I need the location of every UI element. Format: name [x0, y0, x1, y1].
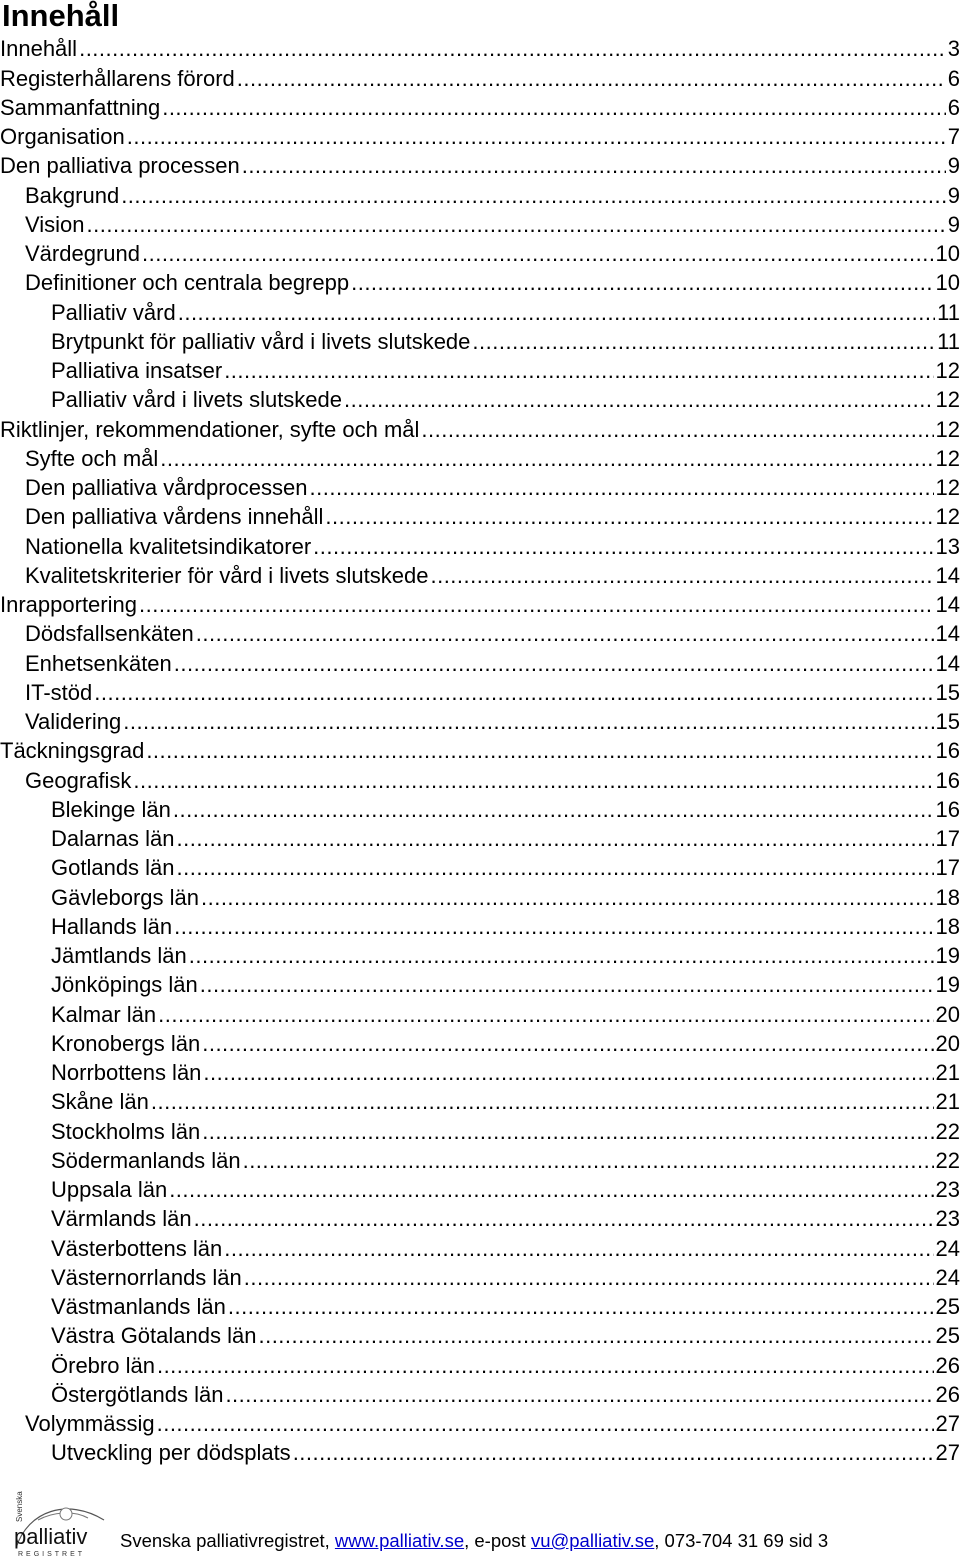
- toc-entry-page: 12: [935, 504, 960, 530]
- toc-entry[interactable]: [0, 912, 960, 941]
- toc-entry[interactable]: [0, 765, 960, 794]
- toc-entry-page: 21: [935, 1060, 960, 1085]
- toc-entry-label: Registerhållarens förord: [0, 65, 235, 91]
- toc-entry[interactable]: [0, 327, 960, 356]
- toc-leader-dots: [123, 707, 933, 736]
- toc-entry-label: Palliativa insatser: [51, 358, 223, 383]
- page-title: Innehåll: [2, 0, 120, 33]
- toc-entry-label: Den palliativa vårdprocessen: [25, 475, 308, 500]
- toc-entry-label: Den palliativa vårdens innehåll: [25, 504, 324, 530]
- toc-entry-page: 10: [935, 270, 960, 296]
- toc-entry-page: 19: [935, 972, 960, 998]
- toc-entry[interactable]: [0, 1146, 960, 1175]
- toc-entry[interactable]: [0, 356, 960, 385]
- toc-entry-label: Norrbottens län: [51, 1060, 202, 1085]
- toc-entry-label: Volymmässig: [25, 1411, 155, 1436]
- toc-entry[interactable]: [0, 1321, 960, 1350]
- toc-entry-label: Östergötlands län: [51, 1381, 224, 1407]
- toc-entry-page: 9: [947, 182, 960, 208]
- toc-entry-page: 18: [935, 884, 960, 910]
- toc-leader-dots: [243, 1146, 934, 1175]
- toc-leader-dots: [430, 561, 933, 590]
- toc-entry-label: Värmlands län: [51, 1206, 192, 1232]
- toc-entry[interactable]: [0, 678, 960, 707]
- toc-entry-label: Syfte och mål: [25, 445, 159, 471]
- toc-entry-page: 25: [935, 1323, 960, 1349]
- toc-leader-dots: [225, 1380, 933, 1409]
- toc-entry-label: Gävleborgs län: [51, 884, 199, 910]
- toc-leader-dots: [127, 122, 946, 151]
- toc-entry[interactable]: [0, 999, 960, 1028]
- toc-entry-page: 27: [935, 1440, 960, 1466]
- toc-entry-label: Stockholms län: [51, 1118, 201, 1144]
- toc-leader-dots: [139, 590, 934, 619]
- toc-entry-page: 22: [935, 1118, 960, 1144]
- toc-entry[interactable]: [0, 268, 960, 297]
- toc-entry[interactable]: [0, 561, 960, 590]
- toc-entry[interactable]: [0, 414, 960, 443]
- toc-entry[interactable]: [0, 122, 960, 151]
- toc-entry[interactable]: [0, 707, 960, 736]
- toc-entry-page: 11: [937, 328, 960, 354]
- toc-entry-page: 14: [935, 621, 960, 647]
- toc-leader-dots: [344, 385, 934, 414]
- toc-entry-page: 17: [935, 855, 960, 881]
- toc-entry-page: 13: [935, 533, 960, 559]
- toc-entry-label: Sammanfattning: [0, 94, 161, 120]
- toc-entry-label: Riktlinjer, rekommendationer, syfte och mål: [0, 416, 420, 442]
- toc-entry-page: 22: [935, 1147, 960, 1173]
- toc-leader-dots: [169, 1175, 933, 1204]
- toc-leader-dots: [157, 1351, 934, 1380]
- footer-phone-page: , 073-704 31 69 sid 3: [654, 1530, 829, 1551]
- toc-entry[interactable]: [0, 34, 960, 63]
- toc-entry-label: Dalarnas län: [51, 826, 175, 851]
- toc-entry-page: 16: [935, 767, 960, 793]
- toc-leader-dots: [258, 1321, 933, 1350]
- toc-entry[interactable]: [0, 180, 960, 209]
- toc-leader-dots: [151, 1087, 934, 1116]
- toc-entry-page: 14: [935, 592, 960, 617]
- toc-entry-label: Dödsfallsenkäten: [25, 621, 194, 647]
- page-footer: [0, 1476, 960, 1563]
- toc-entry[interactable]: [0, 473, 960, 502]
- toc-leader-dots: [142, 239, 934, 268]
- toc-entry[interactable]: [0, 1409, 960, 1438]
- toc-entry[interactable]: [0, 1233, 960, 1262]
- toc-entry-page: 9: [947, 211, 960, 237]
- toc-entry-label: Västmanlands län: [51, 1294, 226, 1319]
- toc-entry-page: 19: [935, 943, 960, 968]
- toc-entry[interactable]: [0, 531, 960, 560]
- toc-entry[interactable]: [0, 1204, 960, 1233]
- toc-leader-dots: [79, 34, 946, 63]
- toc-entry[interactable]: [0, 1292, 960, 1321]
- palliativ-registret-logo: [8, 1480, 106, 1558]
- toc-entry-label: Kronobergs län: [51, 1030, 201, 1056]
- toc-leader-dots: [162, 93, 946, 122]
- toc-leader-dots: [174, 912, 933, 941]
- toc-entry-label: Kalmar län: [51, 1001, 157, 1027]
- toc-entry[interactable]: [0, 297, 960, 326]
- toc-entry[interactable]: [0, 1175, 960, 1204]
- toc-entry-page: 26: [935, 1381, 960, 1407]
- table-of-contents: [0, 34, 960, 1467]
- toc-leader-dots: [177, 824, 934, 853]
- toc-entry-label: Vision: [25, 211, 85, 237]
- toc-entry[interactable]: [0, 1350, 960, 1379]
- toc-entry-page: 7: [947, 124, 960, 149]
- toc-leader-dots: [194, 1204, 934, 1233]
- toc-entry-page: 15: [935, 679, 960, 705]
- toc-entry-page: 12: [935, 387, 960, 413]
- toc-entry[interactable]: [0, 63, 960, 92]
- toc-entry[interactable]: [0, 93, 960, 122]
- toc-leader-dots: [87, 210, 946, 239]
- toc-entry[interactable]: [0, 502, 960, 531]
- toc-entry-page: 15: [935, 709, 960, 734]
- toc-entry-page: 23: [935, 1206, 960, 1232]
- toc-entry-page: 9: [947, 153, 960, 179]
- toc-entry-label: Den palliativa processen: [0, 153, 240, 179]
- toc-entry-page: 6: [947, 65, 960, 91]
- toc-leader-dots: [421, 415, 933, 444]
- logo-word: palliativ: [14, 1524, 88, 1549]
- toc-entry[interactable]: [0, 1438, 960, 1467]
- toc-entry-label: Täckningsgrad: [0, 738, 145, 764]
- toc-entry-page: 23: [935, 1177, 960, 1202]
- toc-entry-page: 16: [935, 738, 960, 764]
- toc-leader-dots: [203, 1058, 933, 1087]
- toc-entry-page: 16: [935, 796, 960, 822]
- toc-leader-dots: [472, 327, 935, 356]
- toc-entry-page: 25: [935, 1294, 960, 1319]
- toc-entry-label: Palliativ vård: [51, 299, 176, 325]
- toc-entry-label: Jönköpings län: [51, 972, 198, 998]
- toc-leader-dots: [94, 678, 933, 707]
- toc-entry-label: Utveckling per dödsplats: [51, 1440, 291, 1466]
- toc-entry-label: Örebro län: [51, 1352, 155, 1378]
- toc-leader-dots: [189, 941, 934, 970]
- toc-entry[interactable]: [0, 151, 960, 180]
- logo-subword: REGISTRET: [18, 1551, 86, 1558]
- toc-leader-dots: [224, 356, 933, 385]
- toc-entry-label: Västerbottens län: [51, 1235, 223, 1261]
- toc-entry-label: Kvalitetskriterier för vård i livets slutskede: [25, 562, 429, 588]
- toc-entry-page: 20: [935, 1030, 960, 1056]
- footer-text: [120, 1529, 828, 1553]
- toc-entry-label: Värdegrund: [25, 241, 140, 266]
- toc-leader-dots: [237, 64, 946, 93]
- toc-entry[interactable]: [0, 970, 960, 999]
- email-link[interactable]: vu@palliativ.se: [530, 1530, 655, 1551]
- toc-entry-page: 26: [935, 1352, 960, 1378]
- toc-entry[interactable]: [0, 1380, 960, 1409]
- toc-leader-dots: [293, 1438, 934, 1467]
- toc-leader-dots: [313, 532, 933, 561]
- toc-entry-label: Skåne län: [51, 1089, 149, 1115]
- toc-leader-dots: [196, 619, 934, 648]
- toc-entry-label: Brytpunkt för palliativ vård i livets slutskede: [51, 328, 471, 354]
- toc-entry-label: Västra Götalands län: [51, 1323, 257, 1349]
- toc-entry[interactable]: [0, 736, 960, 765]
- footer-email-prefix: , e-post: [464, 1530, 531, 1551]
- toc-leader-dots: [133, 766, 933, 795]
- toc-entry-label: Blekinge län: [51, 796, 171, 822]
- toc-leader-dots: [228, 1292, 934, 1321]
- toc-entry-label: Jämtlands län: [51, 943, 187, 968]
- toc-entry[interactable]: [0, 824, 960, 853]
- toc-leader-dots: [121, 181, 946, 210]
- toc-entry[interactable]: [0, 795, 960, 824]
- toc-leader-dots: [174, 649, 934, 678]
- toc-entry-page: 12: [935, 358, 960, 383]
- toc-entry-page: 12: [935, 416, 960, 442]
- toc-entry-label: Uppsala län: [51, 1177, 168, 1202]
- toc-entry[interactable]: [0, 853, 960, 882]
- toc-leader-dots: [178, 298, 935, 327]
- toc-entry-page: 14: [935, 650, 960, 676]
- toc-entry-page: 18: [935, 913, 960, 939]
- toc-entry-label: Inrapportering: [0, 592, 137, 617]
- toc-leader-dots: [157, 1409, 934, 1438]
- toc-entry[interactable]: [0, 648, 960, 677]
- toc-entry[interactable]: [0, 1116, 960, 1145]
- toc-leader-dots: [160, 444, 933, 473]
- toc-entry-label: Hallands län: [51, 913, 173, 939]
- toc-entry[interactable]: [0, 882, 960, 911]
- toc-leader-dots: [244, 1263, 934, 1292]
- toc-entry[interactable]: [0, 590, 960, 619]
- toc-entry[interactable]: [0, 1058, 960, 1087]
- toc-leader-dots: [201, 883, 934, 912]
- toc-leader-dots: [202, 1029, 933, 1058]
- toc-leader-dots: [158, 1000, 933, 1029]
- toc-entry[interactable]: [0, 1029, 960, 1058]
- toc-entry[interactable]: [0, 444, 960, 473]
- toc-entry-label: Palliativ vård i livets slutskede: [51, 387, 343, 413]
- toc-entry-label: Organisation: [0, 124, 125, 149]
- toc-entry[interactable]: [0, 1263, 960, 1292]
- toc-entry-label: Södermanlands län: [51, 1147, 241, 1173]
- toc-entry-page: 24: [935, 1264, 960, 1290]
- toc-entry-page: 21: [935, 1089, 960, 1115]
- toc-entry[interactable]: [0, 1087, 960, 1116]
- toc-entry-page: 12: [935, 475, 960, 500]
- toc-entry-page: 10: [935, 241, 960, 266]
- toc-entry-page: 3: [947, 36, 960, 62]
- toc-entry-page: 17: [935, 826, 960, 851]
- toc-entry-label: Geografisk: [25, 767, 132, 793]
- toc-entry-page: 6: [947, 94, 960, 120]
- toc-entry[interactable]: [0, 941, 960, 970]
- toc-entry-page: 20: [935, 1001, 960, 1027]
- toc-entry-page: 11: [937, 299, 960, 325]
- toc-leader-dots: [224, 1234, 933, 1263]
- toc-entry-label: Validering: [25, 709, 122, 734]
- toc-entry-label: Nationella kvalitetsindikatorer: [25, 533, 312, 559]
- toc-entry-page: 27: [935, 1411, 960, 1436]
- toc-entry-page: 24: [935, 1235, 960, 1261]
- toc-entry-label: Gotlands län: [51, 855, 175, 881]
- footer-org: Svenska palliativregistret,: [120, 1530, 335, 1551]
- toc-entry-label: Bakgrund: [25, 182, 120, 208]
- toc-leader-dots: [200, 970, 934, 999]
- toc-entry-page: 14: [935, 562, 960, 588]
- toc-entry[interactable]: [0, 210, 960, 239]
- toc-entry-label: Västernorrlands län: [51, 1264, 242, 1290]
- toc-entry-label: IT-stöd: [25, 679, 93, 705]
- toc-entry[interactable]: [0, 619, 960, 648]
- toc-entry[interactable]: [0, 239, 960, 268]
- website-link[interactable]: www.palliativ.se: [334, 1530, 465, 1551]
- toc-leader-dots: [325, 502, 933, 531]
- toc-leader-dots: [242, 151, 946, 180]
- toc-entry-page: 12: [935, 445, 960, 471]
- toc-leader-dots: [146, 736, 933, 765]
- toc-leader-dots: [202, 1117, 933, 1146]
- toc-entry[interactable]: [0, 385, 960, 414]
- toc-entry-label: Enhetsenkäten: [25, 650, 172, 676]
- toc-entry-label: Innehåll: [0, 36, 78, 62]
- toc-leader-dots: [173, 795, 934, 824]
- toc-leader-dots: [177, 853, 934, 882]
- toc-leader-dots: [351, 268, 933, 297]
- logo-vertical-text: Svenska: [15, 1491, 24, 1522]
- toc-leader-dots: [310, 473, 934, 502]
- toc-entry-label: Definitioner och centrala begrepp: [25, 270, 350, 296]
